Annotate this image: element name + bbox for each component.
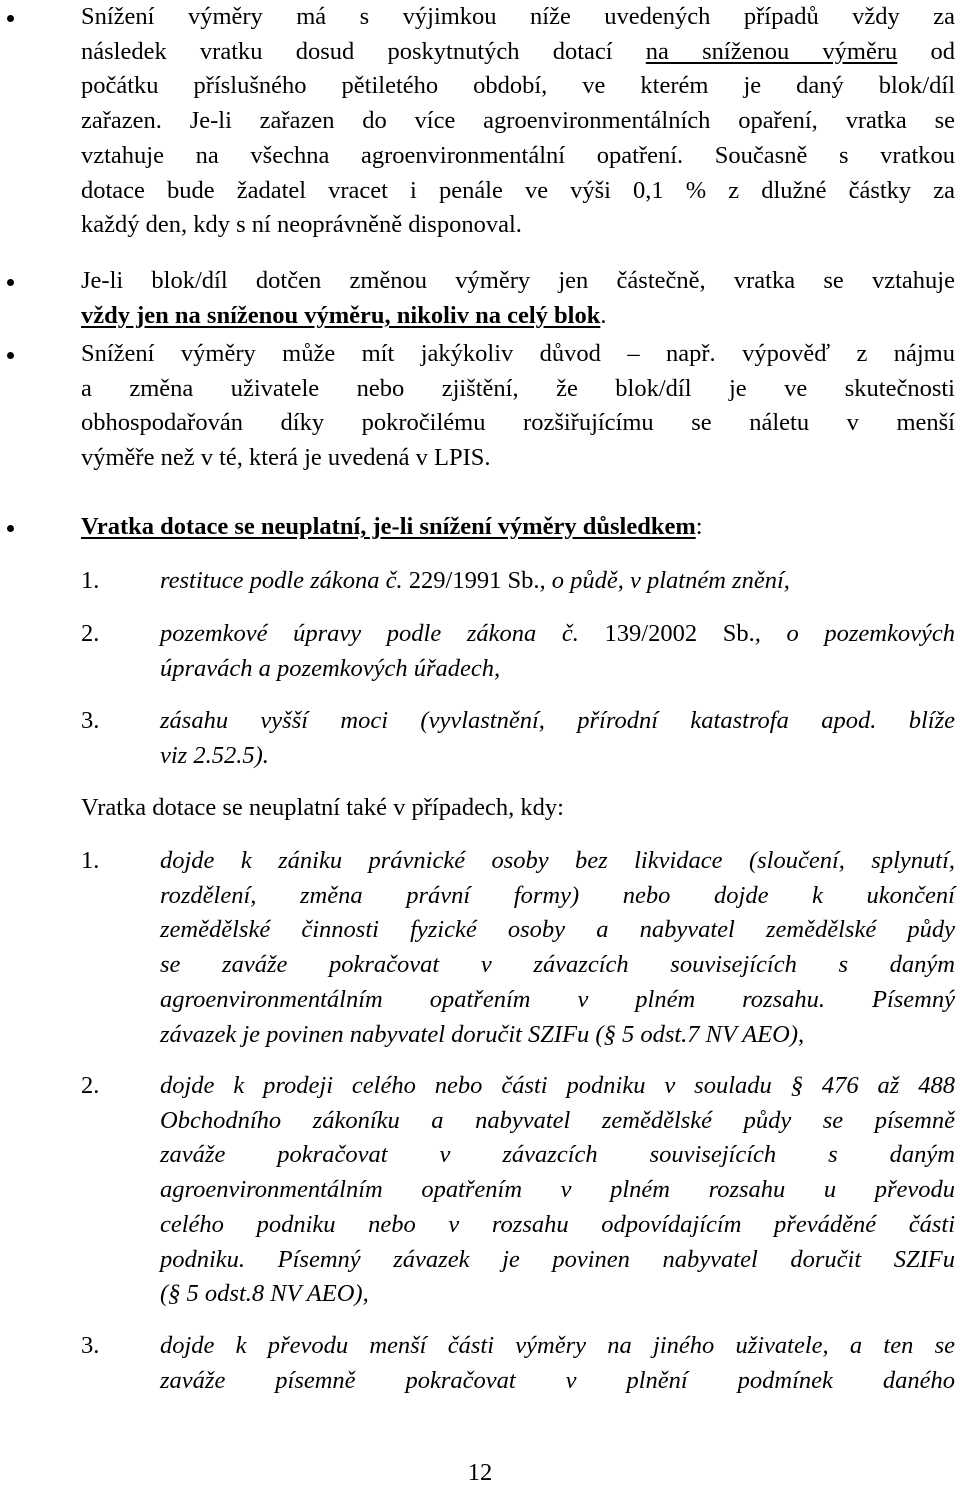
- italic-text: zemědělské činnosti fyzické osoby a nabyvatel zemědělské půdy: [160, 916, 955, 944]
- italic-text: celého podniku nebo v rozsahu odpovídajícím převáděné části: [160, 1210, 955, 1238]
- text-line: [160, 1329, 955, 1364]
- paragraph-reduction-consequence: [81, 0, 955, 243]
- italic-text: agroenvironmentálním opatřením v plném rozsahu u převodu: [160, 1176, 955, 1204]
- paragraph-partial-change: [81, 264, 955, 333]
- text-line: každý den, kdy s ní neoprávněně disponoval.: [81, 211, 522, 239]
- text-span: :: [695, 513, 703, 540]
- bullet-icon: [7, 525, 14, 532]
- list-item: [160, 564, 955, 599]
- paragraph-other-exceptions: [81, 791, 955, 826]
- list-number: 2.: [81, 1072, 100, 1099]
- text-line: [81, 35, 955, 70]
- italic-text: (§ 5 odst.8 NV AEO),: [160, 1280, 369, 1308]
- list-number: 1.: [81, 567, 100, 594]
- list-item: [160, 1329, 955, 1398]
- bold-underlined-text: Vratka dotace se neuplatní, je-li snížení výměry důsledkem: [81, 513, 696, 540]
- italic-text: zaváže pokračovat v závazcích souvisejících s daným: [160, 1141, 955, 1169]
- italic-text: pozemkové úpravy podle zákona č.: [160, 620, 605, 647]
- text-span: následek vratku dosud poskytnutých dotací: [81, 37, 646, 65]
- italic-text: podniku. Písemný závazek je povinen nabyvatel doručit SZIFu: [160, 1245, 955, 1273]
- text-line: Snížení výměry může mít jakýkoliv důvod – např. výpověď z nájmu: [81, 340, 955, 367]
- italic-text: závazek je povinen nabyvatel doručit SZIFu (§ 5 odst.7 NV AEO),: [160, 1020, 805, 1048]
- bullet-icon: [7, 352, 14, 359]
- bullet-icon: [7, 279, 14, 286]
- text-line: [160, 879, 955, 914]
- italic-text: zaváže písemně pokračovat v plnění podmínek daného: [160, 1366, 955, 1394]
- upright-text: 229/1991 Sb.: [408, 567, 540, 594]
- text-line: [160, 617, 955, 652]
- text-line: [160, 1069, 955, 1104]
- list-item: [160, 617, 955, 686]
- page-number: 12: [467, 1459, 493, 1486]
- text-line: [160, 844, 955, 879]
- italic-text: agroenvironmentálním opatřením v plném rozsahu. Písemný: [160, 985, 955, 1013]
- list-number: 1.: [81, 847, 100, 874]
- text-line: [160, 1104, 955, 1139]
- text-line: [81, 510, 955, 545]
- bold-underlined-text: vždy jen na sníženou výměru, nikoliv na celý blok: [81, 301, 601, 329]
- text-span: od: [897, 37, 955, 65]
- text-line: [160, 564, 955, 599]
- text-line: obhospodařován díky pokročilému rozšiřujícímu se náletu v menší: [81, 409, 955, 437]
- text-line: [160, 1277, 955, 1312]
- text-line: [160, 1208, 955, 1243]
- text-line: [160, 1018, 955, 1053]
- italic-text: , o pozemkových: [754, 620, 955, 647]
- list-item: [160, 1069, 955, 1312]
- list-number: 3.: [81, 707, 100, 734]
- text-line: Snížení výměry má s výjimkou níže uvedených případů vždy za: [81, 3, 955, 30]
- text-line: výměře než v té, která je uvedená v LPIS.: [81, 444, 491, 472]
- italic-text: dojde k zániku právnické osoby bez likvidace (sloučení, splynutí,: [160, 847, 955, 874]
- underlined-text: na sníženou výměru: [645, 37, 898, 65]
- italic-text: se zaváže pokračovat v závazcích souvisejících s daným: [160, 951, 955, 979]
- text-line: počátku příslušného pětiletého období, ve kterém je daný blok/díl: [81, 72, 955, 100]
- text-line: [160, 1173, 955, 1208]
- bullet-icon: [7, 15, 14, 22]
- text-line: [81, 299, 955, 334]
- italic-text: dojde k prodeji celého nebo části podniku v souladu § 476 až 488: [160, 1072, 955, 1099]
- list-item: [160, 704, 955, 773]
- italic-text: , o půdě, v platném znění,: [539, 567, 790, 594]
- text-line: [160, 1138, 955, 1173]
- italic-text: rozdělení, změna právní formy) nebo dojde k ukončení: [160, 881, 955, 909]
- italic-text: Obchodního zákoníku a nabyvatel zemědělské půdy se písemně: [160, 1106, 955, 1134]
- upright-text: 139/2002 Sb.: [604, 620, 755, 647]
- text-line: [160, 1364, 955, 1399]
- list-number: 2.: [81, 620, 100, 647]
- text-line: zařazen. Je-li zařazen do více agroenvironmentálních opaření, vratka se: [81, 107, 955, 135]
- text-line: [160, 704, 955, 739]
- text-line: [160, 739, 955, 774]
- text-line: [160, 652, 955, 687]
- list-number: 3.: [81, 1332, 100, 1359]
- italic-text: úpravách a pozemkových úřadech,: [160, 654, 501, 682]
- text-line: [160, 948, 955, 983]
- text-line: [160, 1243, 955, 1278]
- paragraph-reduction-reason: [81, 337, 955, 476]
- italic-text: dojde k převodu menší části výměry na jiného uživatele, a ten se: [160, 1332, 955, 1359]
- text-line: Vratka dotace se neuplatní také v případech, kdy:: [81, 794, 564, 821]
- text-span: .: [600, 301, 607, 329]
- text-line: vztahuje na všechna agroenvironmentální opatření. Současně s vratkou: [81, 141, 955, 169]
- italic-text: viz 2.52.5).: [160, 741, 269, 769]
- text-line: [160, 983, 955, 1018]
- paragraph-exceptions-heading: [81, 510, 955, 545]
- text-line: a změna uživatele nebo zjištění, že blok/díl je ve skutečnosti: [81, 374, 955, 402]
- italic-text: restituce podle zákona č.: [160, 567, 409, 594]
- text-line: Je-li blok/díl dotčen změnou výměry jen částečně, vratka se vztahuje: [81, 267, 955, 294]
- text-line: dotace bude žadatel vracet i penále ve výši 0,1 % z dlužné částky za: [81, 176, 955, 204]
- text-line: [160, 913, 955, 948]
- list-item: [160, 844, 955, 1052]
- italic-text: zásahu vyšší moci (vyvlastnění, přírodní katastrofa apod. blíže: [160, 707, 955, 734]
